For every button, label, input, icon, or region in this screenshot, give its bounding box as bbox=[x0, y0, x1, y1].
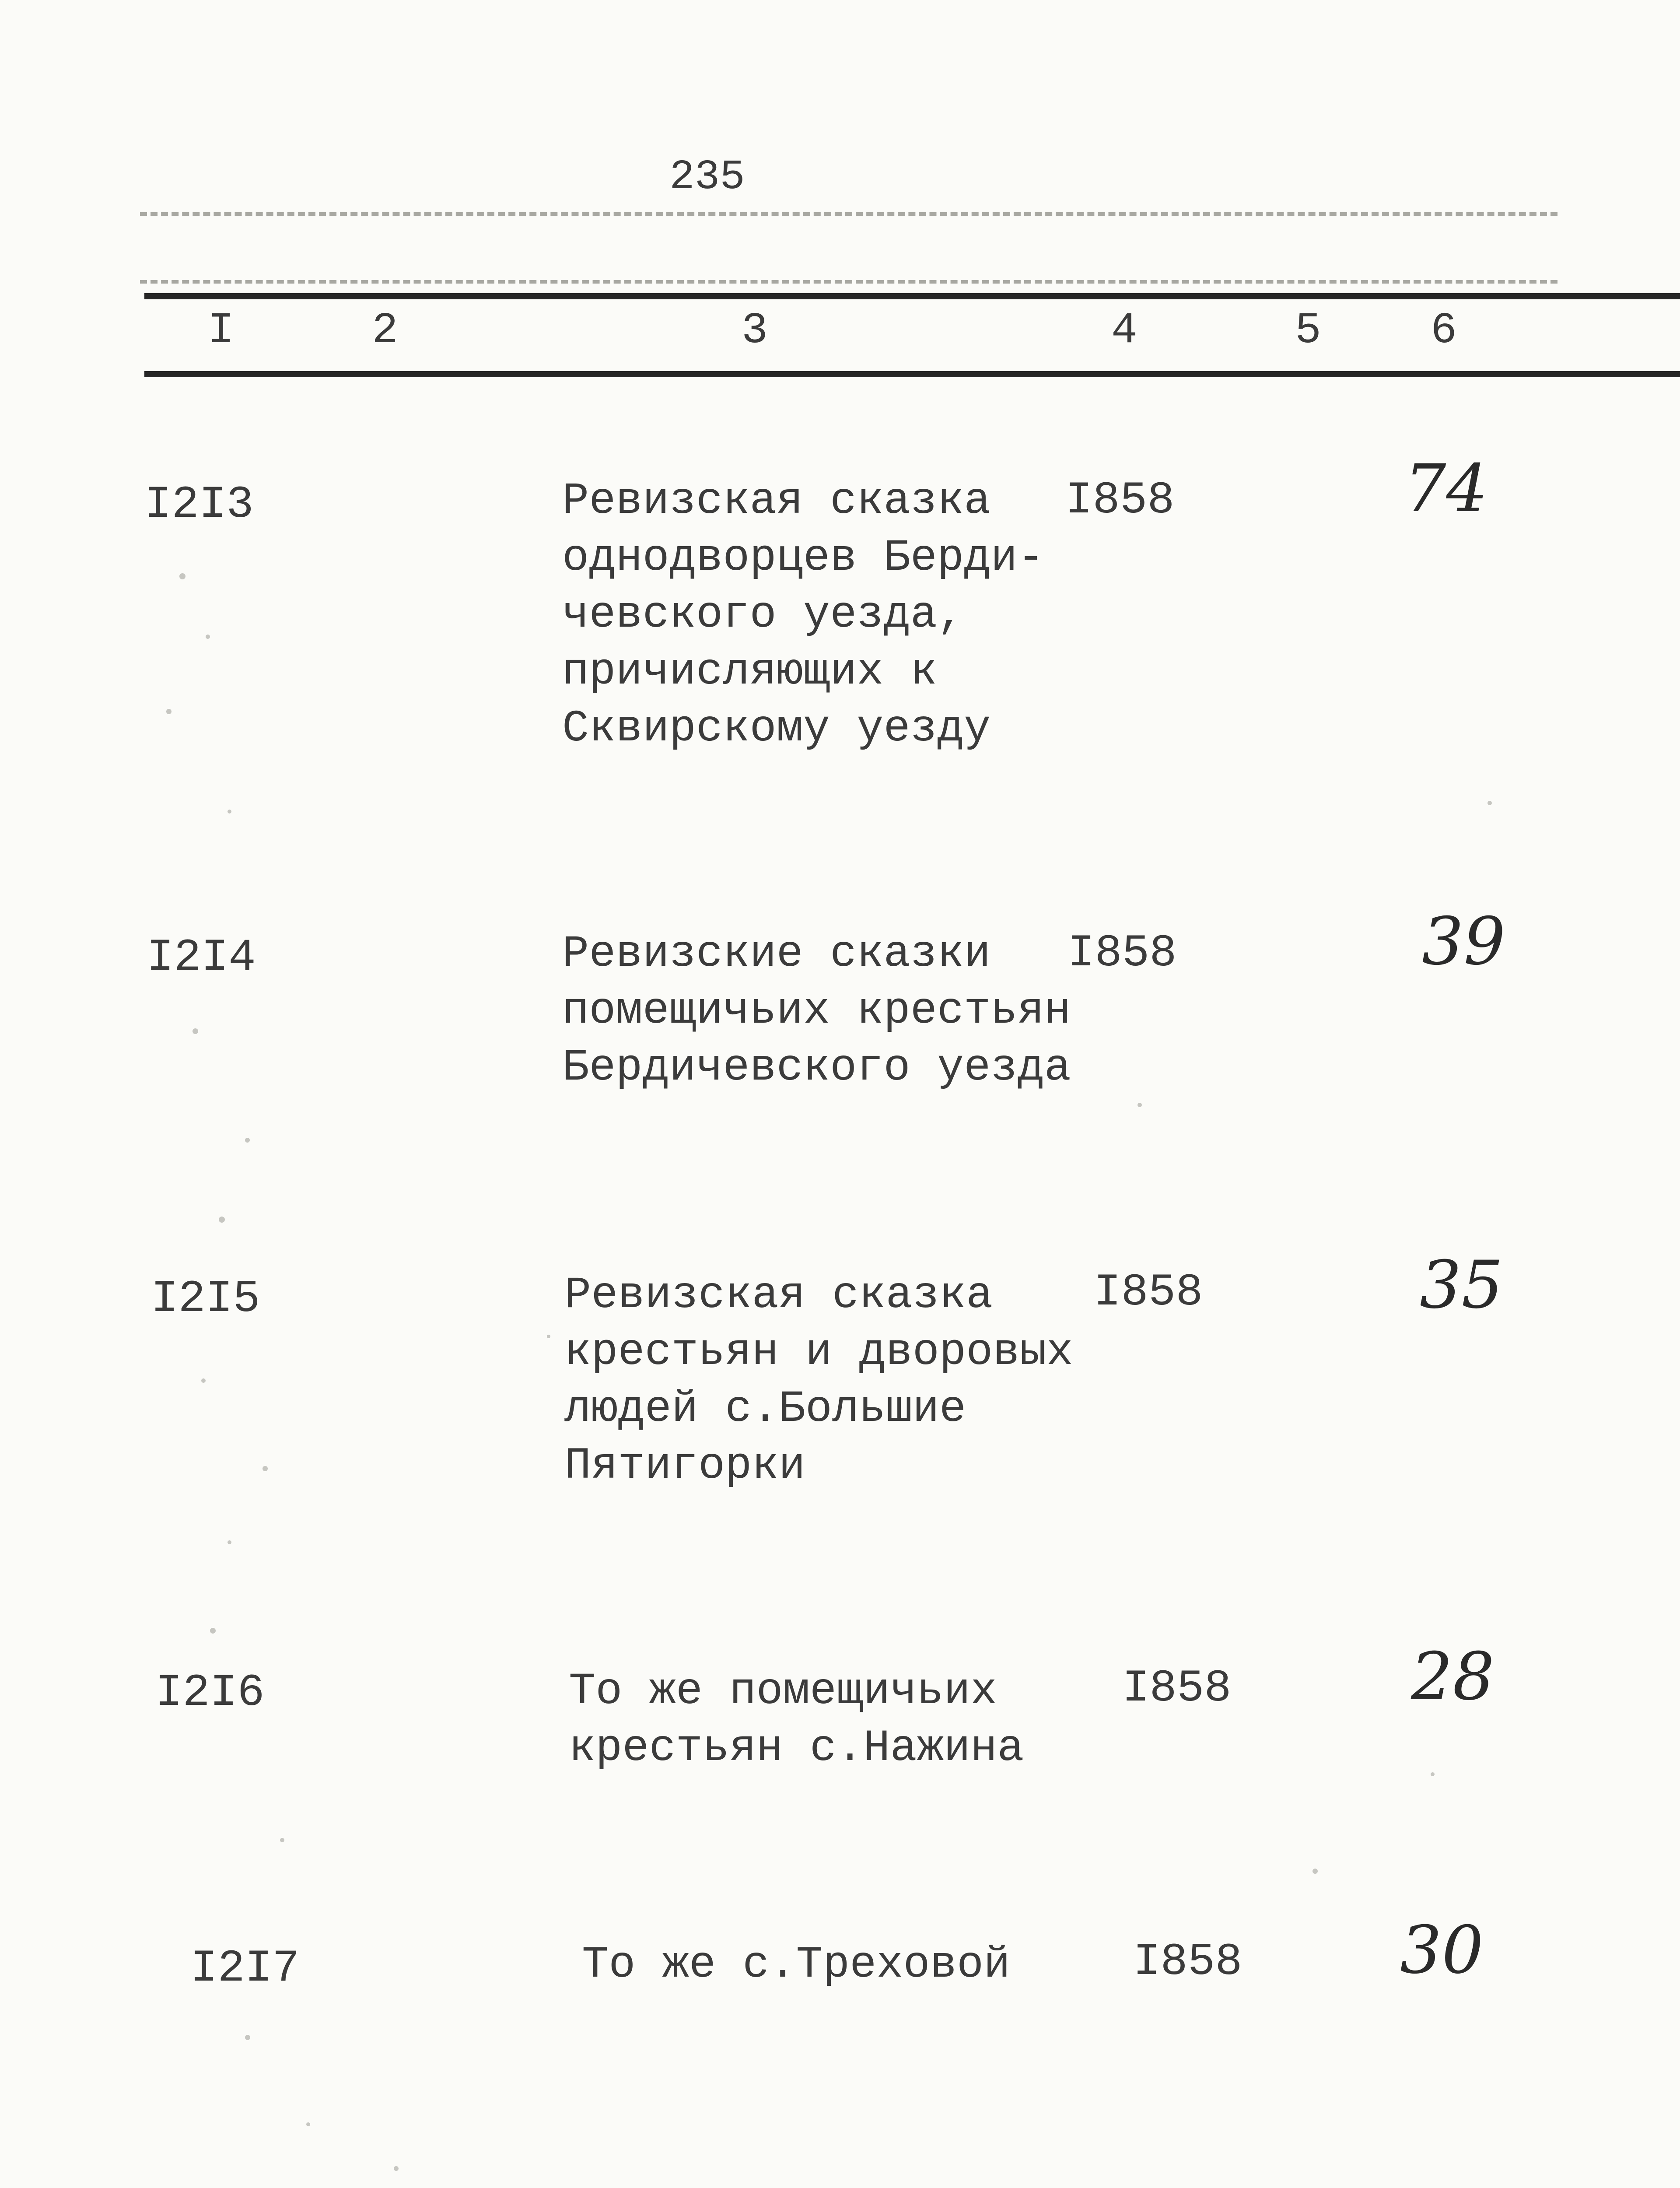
item-number: I2I3 bbox=[144, 479, 254, 531]
item-description: То же с.Треховой bbox=[582, 1939, 1011, 1990]
item-description: Ревизская сказка однодворцев Берди- чевского уезда, причисляющих к Сквирскому уезду bbox=[562, 476, 1044, 754]
faint-dashed-rule bbox=[140, 280, 1558, 284]
item-year: I858 bbox=[1094, 1267, 1203, 1318]
item-description: Ревизская сказка крестьян и дворовых людей с.Большие Пятигорки bbox=[564, 1270, 1073, 1491]
item-number: I2I6 bbox=[155, 1667, 265, 1719]
page-number: 235 bbox=[669, 153, 745, 201]
column-header-2: 2 bbox=[372, 306, 399, 356]
item-number: I2I5 bbox=[151, 1273, 260, 1325]
sheet-count-handwritten: 28 bbox=[1411, 1639, 1494, 1715]
item-number: I2I7 bbox=[190, 1943, 300, 1995]
item-year: I858 bbox=[1068, 928, 1177, 979]
column-header-4: 4 bbox=[1111, 306, 1138, 356]
header-rule-top bbox=[144, 293, 1680, 299]
sheet-count-handwritten: 30 bbox=[1400, 1912, 1484, 1988]
column-header-3: 3 bbox=[742, 306, 768, 356]
item-description: То же помещичьих крестьян с.Нажина bbox=[569, 1666, 1024, 1774]
sheet-count-handwritten: 35 bbox=[1420, 1247, 1503, 1323]
item-number: I2I4 bbox=[147, 932, 256, 984]
column-header-1: I bbox=[208, 306, 234, 356]
faint-dashed-rule bbox=[140, 212, 1558, 216]
item-year: I858 bbox=[1065, 475, 1175, 526]
column-header-6: 6 bbox=[1431, 306, 1457, 356]
header-rule-bottom bbox=[144, 371, 1680, 377]
item-year: I858 bbox=[1122, 1663, 1232, 1715]
sheet-count-handwritten: 74 bbox=[1404, 451, 1488, 527]
column-header-5: 5 bbox=[1295, 306, 1322, 356]
item-description: Ревизские сказки помещичьих крестьян Бердичевского уезда bbox=[562, 929, 1071, 1093]
sheet-count-handwritten: 39 bbox=[1422, 904, 1505, 980]
item-year: I858 bbox=[1133, 1936, 1242, 1988]
